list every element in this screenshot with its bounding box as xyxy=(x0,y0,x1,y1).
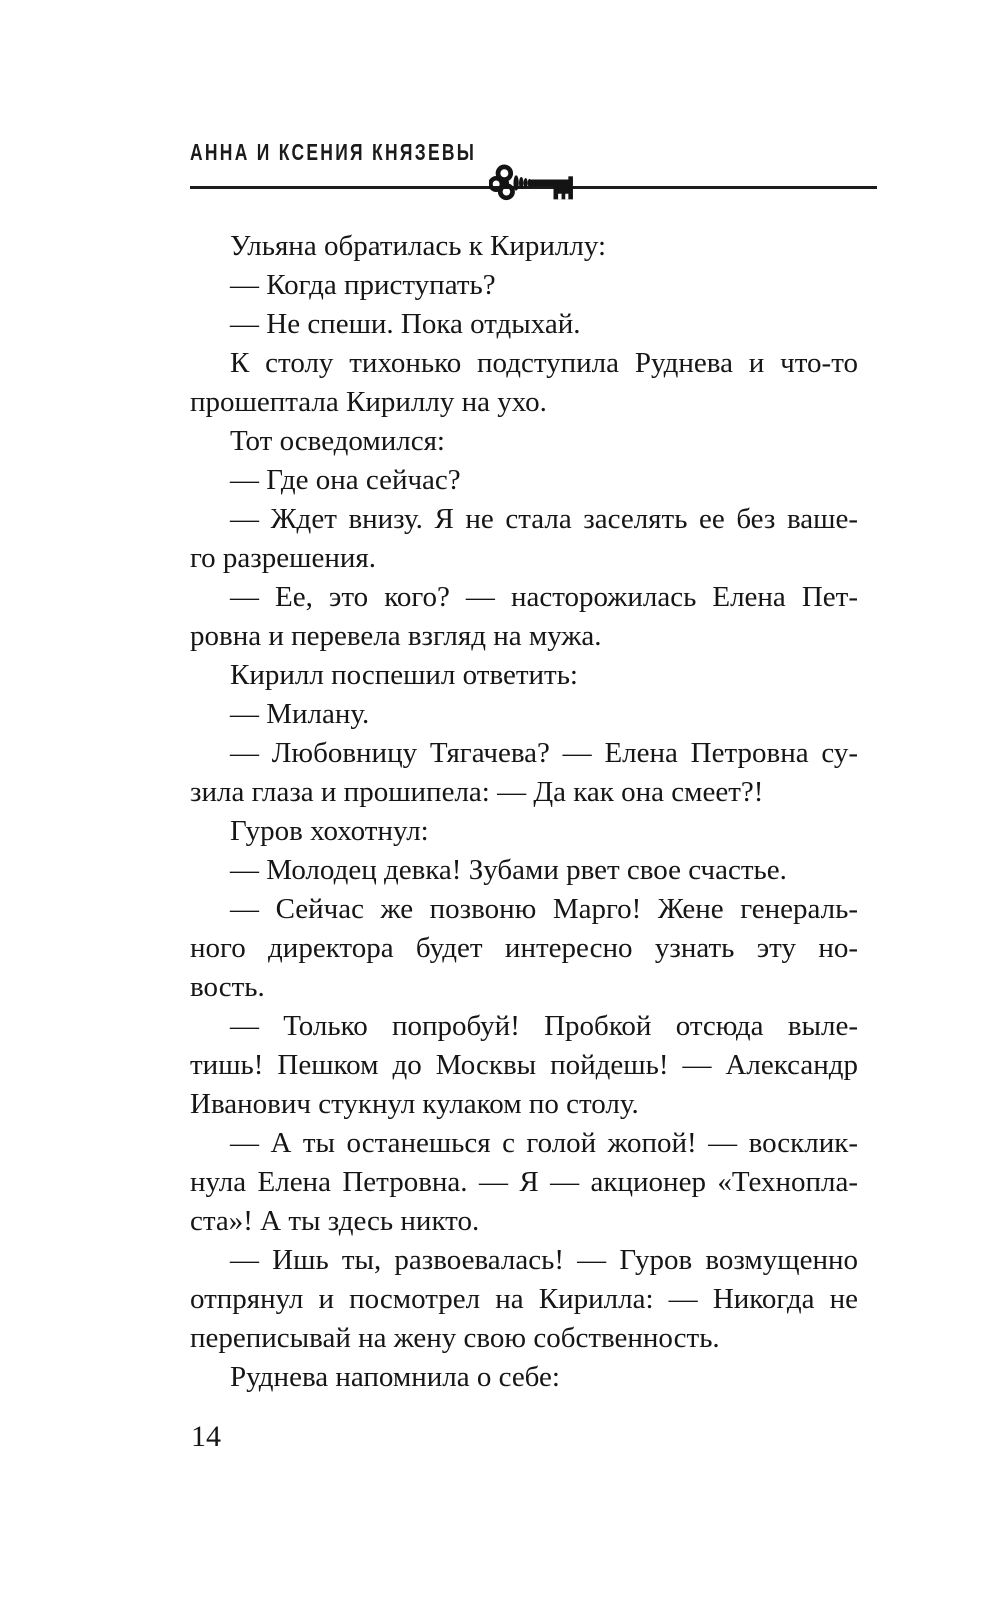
text-line: Тот осведомился: xyxy=(230,425,445,457)
text-line: Руднева напомнила о себе: xyxy=(230,1361,560,1393)
text-line: Гуров хохотнул: xyxy=(230,815,429,847)
running-header: АННА И КСЕНИЯ КНЯЗЕВЫ xyxy=(190,139,477,165)
text-line: го разрешения. xyxy=(190,542,376,574)
body-text xyxy=(190,227,858,1397)
text-line: — Сейчас же позвоню Марго! Жене генераль- xyxy=(230,893,858,925)
text-line: переписывай на жену свою собственность. xyxy=(190,1322,720,1354)
page-number: 14 xyxy=(191,1420,221,1453)
text-line: ровна и перевела взгляд на мужа. xyxy=(190,620,602,652)
text-line: ного директора будет интересно узнать эту но- xyxy=(190,932,858,964)
text-line: — Ишь ты, развоевалась! — Гуров возмущенно xyxy=(230,1244,858,1276)
text-line: ста»! А ты здесь никто. xyxy=(190,1205,480,1237)
text-line: — Только попробуй! Пробкой отсюда выле- xyxy=(230,1010,858,1042)
text-line: — Ждет внизу. Я не стала заселять ее без ваше- xyxy=(230,503,858,535)
text-line: отпрянул и посмотрел на Кирилла: — Никогда не xyxy=(190,1283,858,1315)
text-line: — Любовницу Тягачева? — Елена Петровна су- xyxy=(230,737,858,769)
text-line: вость. xyxy=(190,971,265,1003)
text-line: — Молодец девка! Зубами рвет свое счастье. xyxy=(230,854,787,886)
text-line: нула Елена Петровна. — Я — акционер «Технопла- xyxy=(190,1166,858,1198)
text-line: — А ты останешься с голой жопой! — восклик- xyxy=(230,1127,858,1159)
text-line: — Ее, это кого? — насторожилась Елена Пет- xyxy=(230,581,858,613)
text-line: тишь! Пешком до Москвы пойдешь! — Александр xyxy=(190,1049,858,1081)
text-line: Ульяна обратилась к Кириллу: xyxy=(230,230,607,262)
text-line: Иванович стукнул кулаком по столу. xyxy=(190,1088,639,1120)
text-line: К столу тихонько подступила Руднева и что-то xyxy=(230,347,858,379)
text-line: — Когда приступать? xyxy=(230,269,496,301)
text-line: — Милану. xyxy=(230,698,370,730)
text-line: зила глаза и прошипела: — Да как она смеет?! xyxy=(190,776,764,808)
key-icon xyxy=(489,163,575,205)
text-line: Кирилл поспешил ответить: xyxy=(230,659,578,691)
text-line: — Не спеши. Пока отдыхай. xyxy=(230,308,581,340)
text-line: прошептала Кириллу на ухо. xyxy=(190,386,547,418)
text-line: — Где она сейчас? xyxy=(230,464,461,496)
